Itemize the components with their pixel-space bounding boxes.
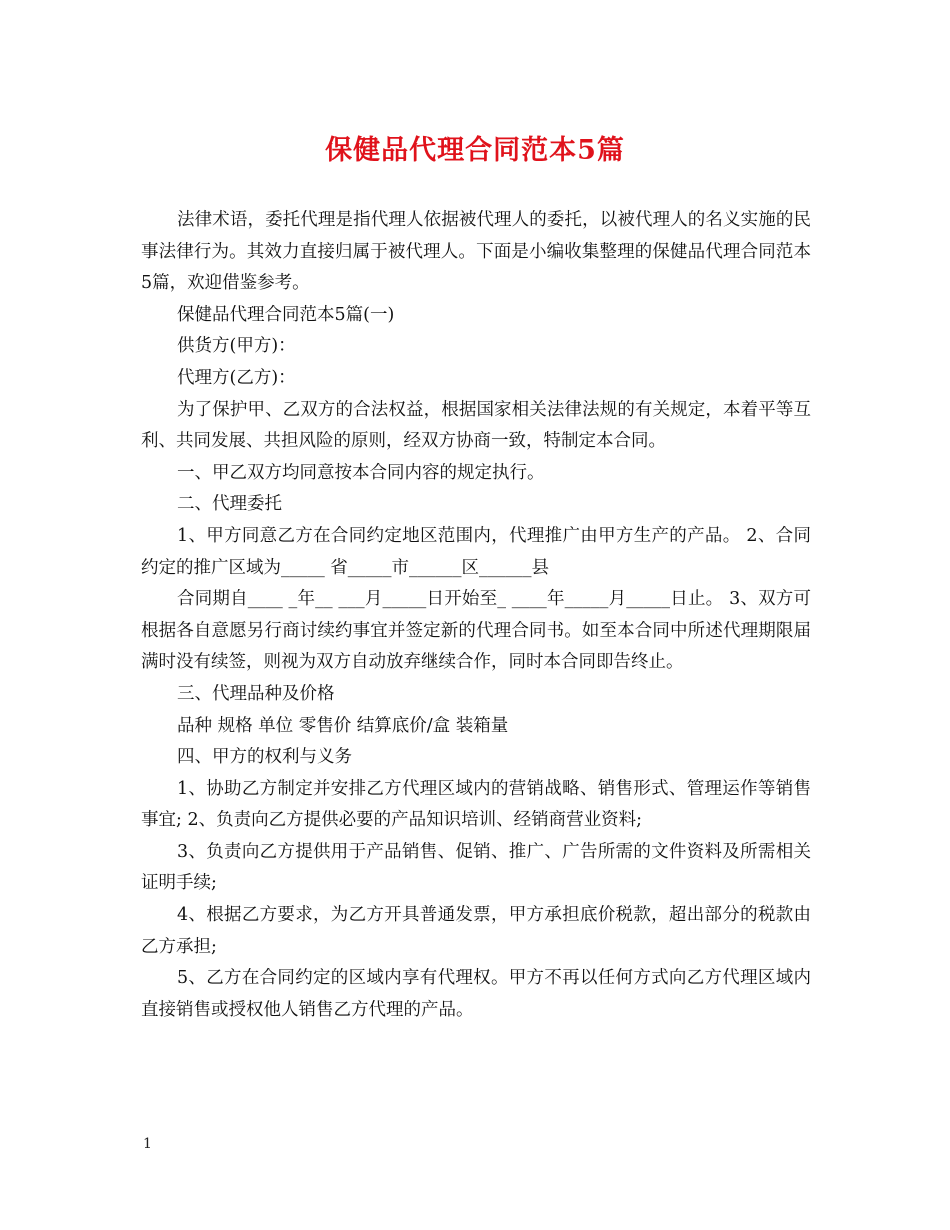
document-title: 保健品代理合同范本5篇 <box>325 135 625 166</box>
clause-4-item-4: 4、根据乙方要求，为乙方开具普通发票，甲方承担底价税款，超出部分的税款由乙方承担; <box>141 905 811 957</box>
product-columns-line: 品种 规格 单位 零售价 结算底价/盒 装箱量 <box>177 715 509 736</box>
clause-3-heading: 三、代理品种及价格 <box>177 683 335 704</box>
section-heading: 保健品代理合同范本5篇(一) <box>177 304 395 325</box>
clause-2-term: 合同期自____ _年__ ___月_____日开始至_ ____年_____月_____日止。 3、双方可根据各自意愿另行商讨续约事宜并签定新的代理合同书。如至本合同中所述代理期限届满时没有续签，则视为双方自动放弃继续合作，同时本合同即告终止。 <box>141 589 811 673</box>
clause-2-item-1: 1、甲方同意乙方在合同约定地区范围内，代理推广由甲方生产的产品。 2、合同约定的推广区域为_____ 省_____市______区______县 <box>141 525 811 578</box>
clause-1: 一、甲乙双方均同意按本合同内容的规定执行。 <box>177 462 545 483</box>
page-number: 1 <box>143 1136 152 1152</box>
clause-2-heading: 二、代理委托 <box>177 494 282 515</box>
party-b-line: 代理方(乙方)： <box>177 367 296 388</box>
clause-4-item-5: 5、乙方在合同约定的区域内享有代理权。甲方不再以任何方式向乙方代理区域内直接销售或授权他人销售乙方代理的产品。 <box>141 968 811 1020</box>
document-body <box>141 205 811 1026</box>
party-a-line: 供货方(甲方)： <box>177 336 296 357</box>
intro-paragraph: 法律术语，委托代理是指代理人依据被代理人的委托，以被代理人的名义实施的民事法律行为。其效力直接归属于被代理人。下面是小编收集整理的保健品代理合同范本5篇，欢迎借鉴参考。 <box>141 210 811 294</box>
preamble-paragraph: 为了保护甲、乙双方的合法权益，根据国家相关法律法规的有关规定，本着平等互利、共同发展、共担风险的原则，经双方协商一致，特制定本合同。 <box>141 399 811 452</box>
clause-4-item-3: 3、负责向乙方提供用于产品销售、促销、推广、广告所需的文件资料及所需相关证明手续; <box>141 841 811 894</box>
clause-4-heading: 四、甲方的权利与义务 <box>177 747 352 768</box>
clause-4-item-1: 1、协助乙方制定并安排乙方代理区域内的营销战略、销售形式、管理运作等销售事宜; 2、负责向乙方提供必要的产品知识培训、经销商营业资料; <box>141 778 811 831</box>
